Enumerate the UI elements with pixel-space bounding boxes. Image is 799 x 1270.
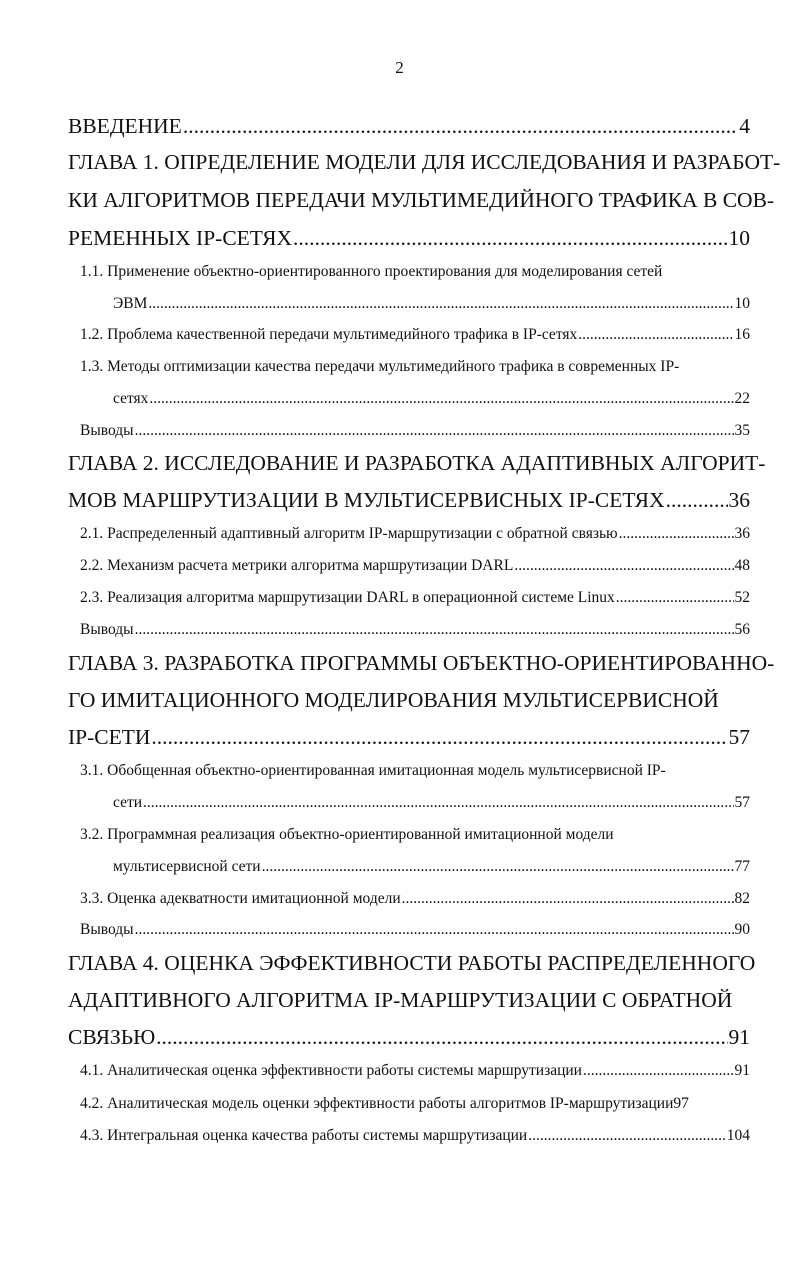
toc-entry-page: 77 — [734, 858, 750, 875]
toc-entry-page: 48 — [734, 557, 750, 574]
toc-chapter-1-title-line-1: ГЛАВА 1. ОПРЕДЕЛЕНИЕ МОДЕЛИ ДЛЯ ИССЛЕДОВАНИЯ И РАЗРАБОТ- — [68, 150, 781, 174]
toc-entry-page: 57 — [728, 725, 750, 749]
toc-entry-page: 22 — [734, 390, 750, 407]
toc-entry-page: 35 — [734, 422, 750, 439]
toc-chapter-1-title-line-2: КИ АЛГОРИТМОВ ПЕРЕДАЧИ МУЛЬТИМЕДИЙНОГО ТРАФИКА В СОВ- — [68, 188, 775, 212]
page-number: 2 — [395, 58, 404, 77]
toc-conclusions-2: Выводы ..... 56 — [80, 621, 750, 639]
toc-section-3-3: 3.3. Оценка адекватности имитационной модели ..... 82 — [80, 890, 750, 908]
toc-entry-page: 16 — [734, 326, 750, 343]
toc-entry-page: 57 — [734, 794, 750, 811]
toc-chapter-2-last-line: МОВ МАРШРУТИЗАЦИИ В МУЛЬТИСЕРВИСНЫХ IP-СЕТЯХ ..... 36 — [68, 488, 750, 513]
toc-entry-page: 104 — [726, 1127, 750, 1144]
toc-section-3-2-last-line: мультисервисной сети ..... 77 — [113, 858, 750, 876]
toc-chapter-2-title-line-1: ГЛАВА 2. ИССЛЕДОВАНИЕ И РАЗРАБОТКА АДАПТИВНЫХ АЛГОРИТ- — [68, 451, 766, 475]
toc-entry-page: 56 — [734, 621, 750, 638]
toc-section-1-1-line-1: 1.1. Применение объектно-ориентированного проектирования для моделирования сетей — [80, 263, 663, 280]
toc-entry-page: 36 — [728, 488, 750, 512]
toc-entry-page: 97 — [673, 1095, 689, 1112]
toc-section-2-3: 2.3. Реализация алгоритма маршрутизации DARL в операционной системе Linux ..... 52 — [80, 589, 750, 607]
toc-chapter-4-last-line: СВЯЗЬЮ ..... 91 — [68, 1025, 750, 1050]
toc-section-2-1: 2.1. Распределенный адаптивный алгоритм IP-маршрутизации с обратной связью ..... 36 — [80, 525, 750, 543]
toc-section-1-2: 1.2. Проблема качественной передачи мультимедийного трафика в IP-сетях ..... 16 — [80, 326, 750, 344]
toc-section-4-2: 4.2. Аналитическая модель оценки эффективности работы алгоритмов IP-маршрутизации 97 — [80, 1095, 689, 1112]
toc-section-4-3: 4.3. Интегральная оценка качества работы системы маршрутизации ..... 104 — [80, 1127, 750, 1145]
toc-section-3-2-line-1: 3.2. Программная реализация объектно-ориентированной имитационной модели — [80, 826, 614, 843]
toc-entry-page: 91 — [734, 1062, 750, 1079]
toc-entry-page: 90 — [734, 921, 750, 938]
toc-section-3-1-last-line: сети ..... 57 — [113, 794, 750, 812]
toc-entry-page: 10 — [728, 226, 750, 250]
toc-chapter-3-title-line-1: ГЛАВА 3. РАЗРАБОТКА ПРОГРАММЫ ОБЪЕКТНО-ОРИЕНТИРОВАННО- — [68, 651, 775, 675]
toc-section-4-1: 4.1. Аналитическая оценка эффективности работы системы маршрутизации ..... 91 — [80, 1062, 750, 1080]
toc-entry-page: 10 — [734, 295, 750, 312]
toc-conclusions-1: Выводы ..... 35 — [80, 422, 750, 440]
toc-section-2-2: 2.2. Механизм расчета метрики алгоритма маршрутизации DARL ..... 48 — [80, 557, 750, 575]
toc-section-1-3-last-line: сетях ..... 22 — [113, 390, 750, 408]
toc-section-1-3-line-1: 1.3. Методы оптимизации качества передачи мультимедийного трафика в современных IP- — [80, 358, 680, 375]
toc-chapter-1-last-line: РЕМЕННЫХ IP-СЕТЯХ ..... 10 — [68, 226, 750, 251]
toc-section-3-1-line-1: 3.1. Обобщенная объектно-ориентированная имитационная модель мультисервисной IP- — [80, 762, 666, 779]
toc-entry-introduction — [68, 114, 750, 139]
toc-entry-page: 52 — [734, 589, 750, 606]
toc-chapter-4-title-line-2: АДАПТИВНОГО АЛГОРИТМА IP-МАРШРУТИЗАЦИИ С ОБРАТНОЙ — [68, 988, 733, 1012]
toc-chapter-4-title-line-1: ГЛАВА 4. ОЦЕНКА ЭФФЕКТИВНОСТИ РАБОТЫ РАСПРЕДЕЛЕННОГО — [68, 951, 756, 975]
toc-entry-page: 4 — [739, 114, 750, 138]
toc-entry-page: 91 — [728, 1025, 750, 1049]
toc-chapter-3-title-line-2: ГО ИМИТАЦИОННОГО МОДЕЛИРОВАНИЯ МУЛЬТИСЕРВИСНОЙ — [68, 688, 719, 712]
toc-entry-title: ВВЕДЕНИЕ — [68, 114, 182, 138]
toc-entry-page: 36 — [734, 525, 750, 542]
toc-chapter-3-last-line: IP-СЕТИ ..... 57 — [68, 725, 750, 750]
toc-entry-page: 82 — [734, 890, 750, 907]
toc-conclusions-3: Выводы ..... 90 — [80, 921, 750, 939]
toc-section-1-1-last-line: ЭВМ ..... 10 — [113, 295, 750, 313]
